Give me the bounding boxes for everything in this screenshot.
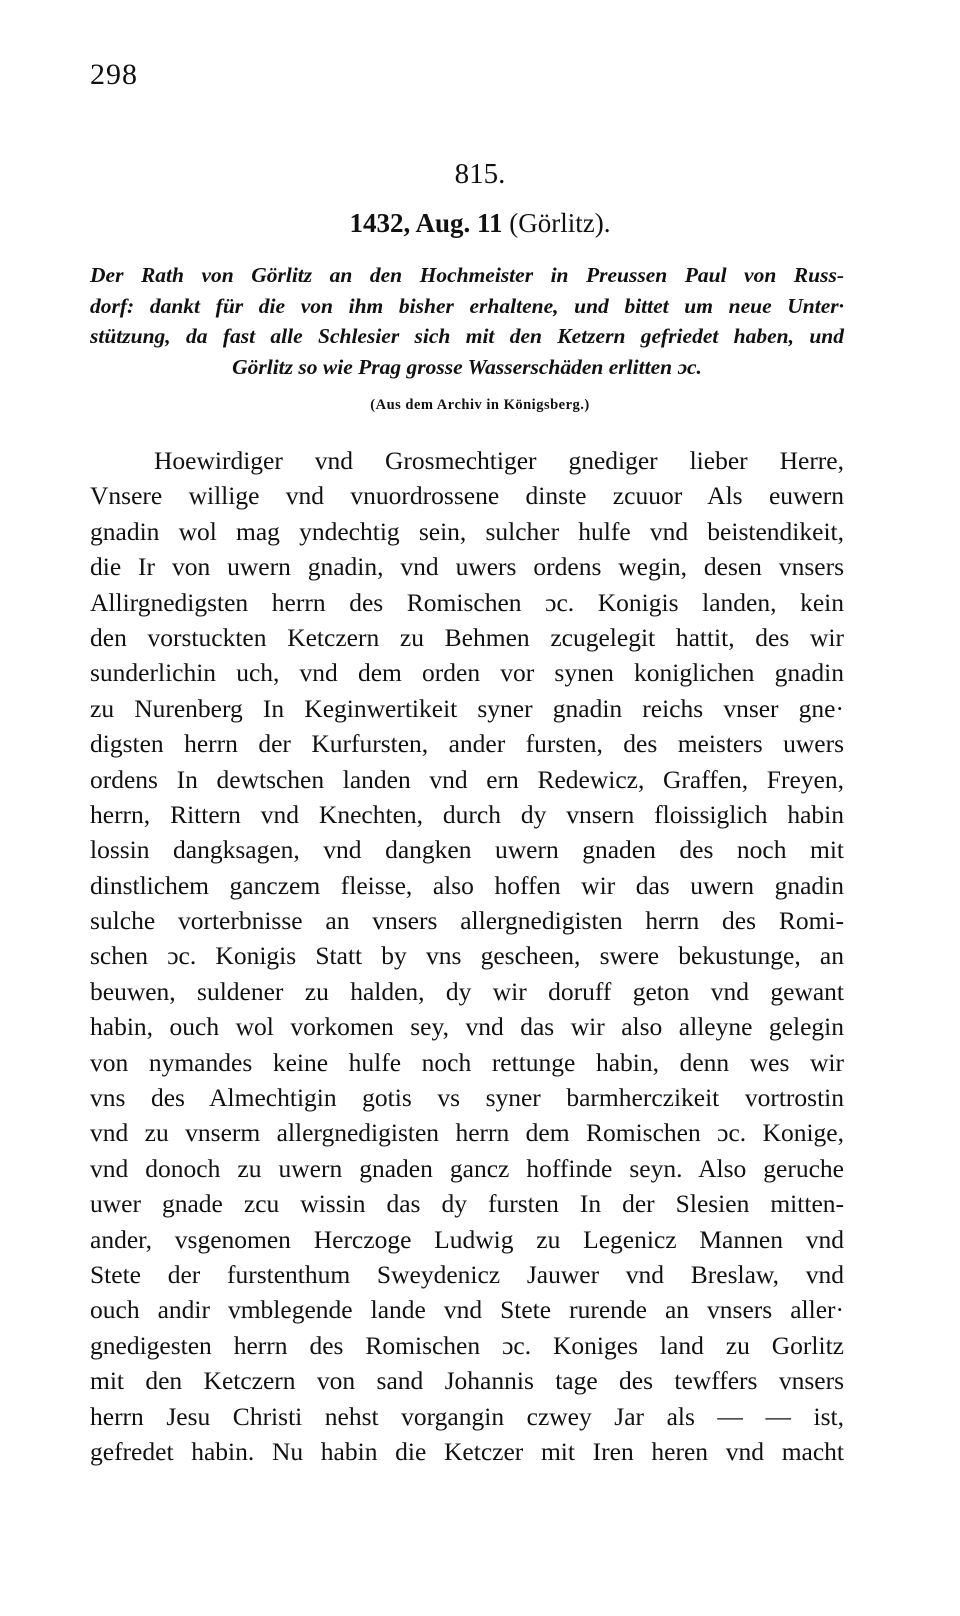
body-line: sulche vorterbnisse an vnsers allergnedigisten herrn des Romi- [90, 906, 844, 936]
body-line: habin, ouch wol vorkomen sey, vnd das wir also alleyne gelegin [90, 1012, 844, 1042]
summary-line: Der Rath von Görlitz an den Hochmeister in Preussen Paul von Russ- [90, 263, 844, 287]
body-line: mit den Ketczern von sand Johannis tage des tewffers vnsers [90, 1366, 844, 1396]
summary-line: stützung, da fast alle Schlesier sich mit den Ketzern gefriedet haben, und [90, 324, 844, 348]
body-line: herrn Jesu Christi nehst vorgangin czwey Jar als — — ist, [90, 1401, 844, 1431]
page-number: 298 [90, 58, 138, 91]
document-number: 815. [454, 158, 506, 190]
body-line: vns des Almechtigin gotis vs syner barmherczikeit vortrostin [90, 1083, 844, 1113]
body-line: ouch andir vmblegende lande vnd Stete rurende an vnsers aller· [90, 1295, 844, 1325]
body-line: zu Nurenberg In Keginwertikeit syner gnadin reichs vnser gne· [90, 693, 844, 723]
date-place: (Görlitz). [509, 208, 611, 238]
body-line: vnd donoch zu uwern gnaden gancz hoffinde seyn. Also geruche [90, 1153, 844, 1183]
body-line: ordens In dewtschen landen vnd ern Redewicz, Graffen, Freyen, [90, 764, 844, 794]
body-line: lossin dangksagen, vnd dangken uwern gnaden des noch mit [90, 835, 844, 865]
body-line: sunderlichin uch, vnd dem orden vor synen koniglichen gnadin [90, 658, 844, 688]
source-note: (Aus dem Archiv in Königsberg.) [370, 397, 590, 413]
body-line: gnadin wol mag yndechtig sein, sulcher hulfe vnd beistendikeit, [90, 516, 844, 546]
body-line: vnd zu vnserm allergnedigisten herrn dem Romischen ɔc. Konige, [90, 1118, 844, 1148]
body-line: Allirgnedigsten herrn des Romischen ɔc. Konigis landen, kein [90, 587, 844, 617]
body-line: herrn, Rittern vnd Knechten, durch dy vnsern floissiglich habin [90, 799, 844, 829]
date-value: 1432, Aug. 11 [349, 208, 503, 238]
body-line: Vnsere willige vnd vnuordrossene dinste zcuuor Als euwern [90, 481, 844, 511]
date-heading [0, 208, 960, 239]
body-line: uwer gnade zcu wissin das dy fursten In der Slesien mitten- [90, 1189, 844, 1219]
body-line: von nymandes keine hulfe noch rettunge habin, denn wes wir [90, 1047, 844, 1077]
body-line: schen ɔc. Konigis Statt by vns gescheen, swere bekustunge, an [90, 941, 844, 971]
body-line: Stete der furstenthum Sweydenicz Jauwer vnd Breslaw, vnd [90, 1259, 844, 1289]
body-line: beuwen, suldener zu halden, dy wir doruff geton vnd gewant [90, 976, 844, 1006]
body-line: gefredet habin. Nu habin die Ketczer mit Iren heren vnd macht [90, 1436, 844, 1466]
body-line: gnedigesten herrn des Romischen ɔc. Koniges land zu Gorlitz [90, 1330, 844, 1360]
document-summary [90, 260, 844, 382]
letter-body [90, 443, 844, 1469]
body-line: digsten herrn der Kurfursten, ander fursten, des meisters uwers [90, 729, 844, 759]
summary-line: Görlitz so wie Prag grosse Wasserschäden erlitten ɔc. [232, 354, 702, 379]
summary-line: dorf: dankt für die von ihm bisher erhaltene, und bittet um neue Unter· [90, 293, 844, 318]
body-line: die Ir von uwern gnadin, vnd uwers ordens wegin, desen vnsers [90, 552, 844, 582]
body-line: Hoewirdiger vnd Grosmechtiger gnediger lieber Herre, [154, 446, 844, 475]
body-line: den vorstuckten Ketczern zu Behmen zcugelegit hattit, des wir [90, 622, 844, 652]
body-line: ander, vsgenomen Herczoge Ludwig zu Legenicz Mannen vnd [90, 1224, 844, 1254]
body-line: dinstlichem ganczem fleisse, also hoffen wir das uwern gnadin [90, 870, 844, 900]
